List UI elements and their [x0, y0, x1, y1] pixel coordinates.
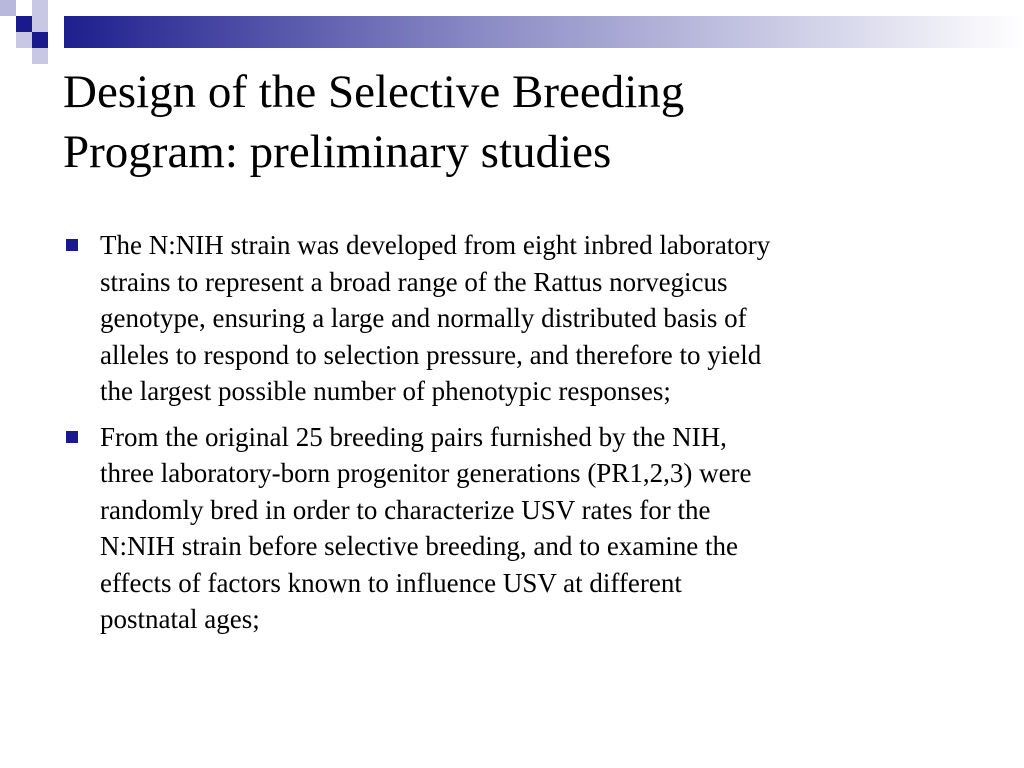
bullet-line: N:NIH strain before selective breeding, and to examine the: [100, 531, 739, 561]
bullet-line: From the original 25 breeding pairs furnished by the NIH,: [100, 421, 727, 452]
bullet-item: [64, 419, 964, 638]
slide-title-line: Design of the Selective Breeding: [63, 66, 685, 118]
square-bullet-icon: [66, 239, 78, 251]
bullet-line: the largest possible number of phenotypic responses;: [100, 376, 671, 406]
bullet-line: randomly bred in order to characterize USV rates for the: [100, 494, 711, 525]
bullet-line: strains to represent a broad range of the Rattus norvegicus: [100, 266, 728, 297]
header-gradient-band: [0, 0, 1024, 48]
bullet-text: [100, 419, 964, 638]
bullet-list: [64, 227, 964, 647]
bullet-item: [64, 227, 964, 410]
bullet-line: effects of factors known to influence USV at different: [100, 567, 682, 598]
bullet-line: genotype, ensuring a large and normally distributed basis of: [100, 303, 747, 333]
corner-squares-decoration: [0, 0, 80, 64]
bullet-text: [100, 227, 964, 410]
slide-title-line: Program: preliminary studies: [63, 126, 612, 178]
bullet-line: postnatal ages;: [100, 604, 260, 634]
bullet-line: three laboratory-born progenitor generations (PR1,2,3) were: [100, 458, 752, 488]
slide-title: [63, 62, 963, 182]
bullet-line: alleles to respond to selection pressure, and therefore to yield: [100, 339, 762, 370]
square-bullet-icon: [66, 431, 78, 443]
bullet-line: The N:NIH strain was developed from eight inbred laboratory: [100, 230, 771, 260]
